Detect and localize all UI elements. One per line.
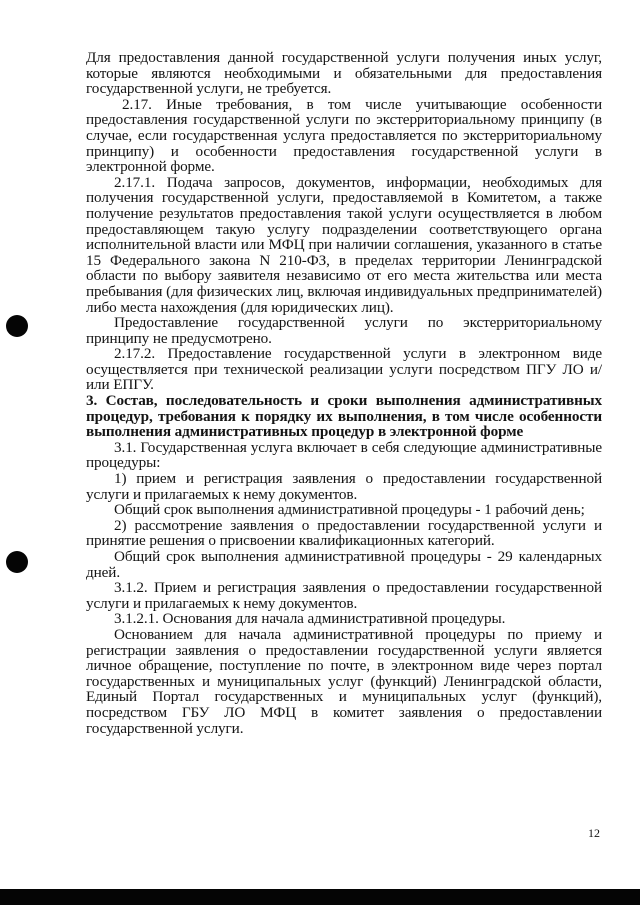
paragraph-2-17-2: 2.17.2. Предоставление государственной услуги в электронном виде осуществляется при технической реализации услуги посредством ПГУ ЛО и/или ЕПГУ. [86, 345, 602, 394]
list-item-1: 1) прием и регистрация заявления о предоставлении государственной услуги и прилагаемых к нему документов. [86, 470, 602, 503]
page-number: 12 [588, 826, 600, 840]
paragraph-3-1: 3.1. Государственная услуга включает в себя следующие административные процедуры: [86, 438, 602, 472]
paragraph-services-not-required: Для предоставления данной государственной услуги получения иных услуг, которые являются необходимыми и обязательными для предоставления государственной услуги, не требуется. [86, 49, 602, 98]
punch-hole-top [6, 315, 28, 337]
scan-border-bottom [0, 889, 640, 905]
punch-hole-bottom [6, 551, 28, 573]
paragraph-2-17: 2.17. Иные требования, в том числе учитывающие особенности предоставления государственной услуги по экстерриториальному принципу (в случае, если государственная услуга предоставляется по экстерриториальному принципу) и особенности предоставления государственной услуги в электронной форме. [86, 95, 602, 176]
paragraph-3-1-2: 3.1.2. Прием и регистрация заявления о предоставлении государственной услуги и прилагаемых к нему документов. [86, 579, 602, 612]
section-heading-3: 3. Состав, последовательность и сроки выполнения административных процедур, требования к порядку их выполнения, в том числе особенности выполнения административных процедур в электронной форме [86, 392, 602, 441]
paragraph-3-1-2-1: 3.1.2.1. Основания для начала административной процедуры. [114, 610, 506, 628]
paragraph-term-2: Общий срок выполнения административной процедуры - 29 календарных дней. [86, 548, 602, 581]
paragraph-basis: Основанием для начала административной процедуры по приему и регистрации заявления о предоставлении государственной услуги является личное обращение, поступление по почте, в электронном виде через портал государственных и муниципальных услуг (функций) Ленинградской области, Единый Портал государственных и муниципальных услуг (функций), посредством ГБУ ЛО МФЦ в комитет заявления о предоставлении государственной услуги. [86, 625, 602, 737]
document-page [86, 50, 602, 736]
list-item-2: 2) рассмотрение заявления о предоставлении государственной услуги и принятие решения о присвоении квалификационных категорий. [86, 516, 602, 550]
paragraph-term-1: Общий срок выполнения административной процедуры - 1 рабочий день; [114, 501, 585, 519]
paragraph-extraterritorial: Предоставление государственной услуги по экстерриториальному принципу не предусмотрено. [86, 314, 602, 347]
paragraph-2-17-1: 2.17.1. Подача запросов, документов, информации, необходимых для получения государственной услуги, предоставляемой в Комитетом, а также получение результатов предоставления такой услуги осуществляется в любом предоставляющем такую услугу подразделении соответствующего органа исполнительной власти или МФЦ при наличии соглашения, указанного в статье 15 Федерального закона N 210-ФЗ, в пределах территории Ленинградской области по выбору заявителя независимо от его места жительства или места пребывания (для физических лиц, включая индивидуальных предпринимателей) либо места нахождения (для юридических лиц). [86, 173, 602, 316]
